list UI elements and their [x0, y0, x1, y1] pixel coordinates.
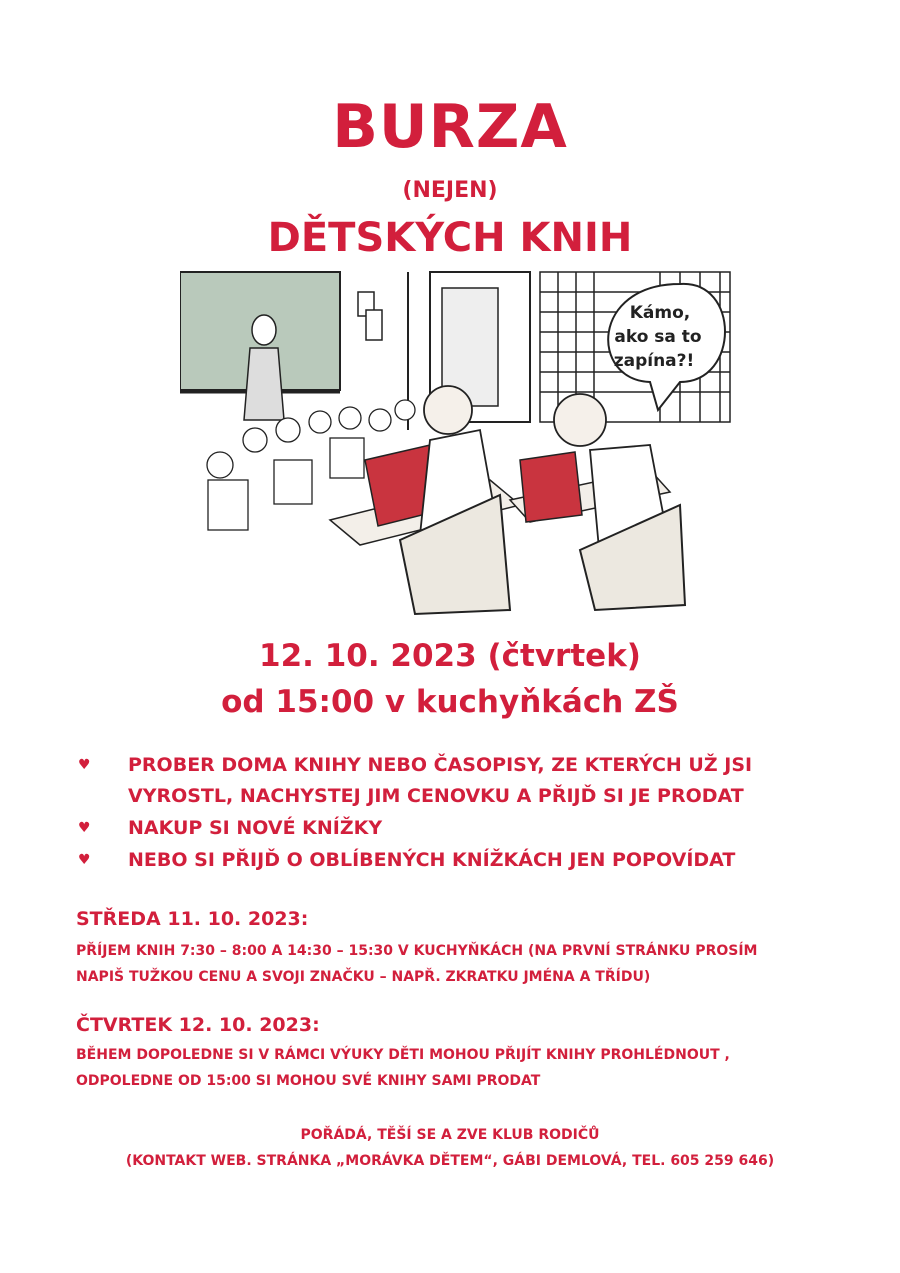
list-item [76, 845, 836, 876]
thursday-text [76, 1042, 836, 1094]
wednesday-text [76, 938, 836, 990]
thursday-heading: ČTVRTEK 12. 10. 2023: [76, 1014, 320, 1036]
heart-icon: ♥ [78, 757, 91, 773]
bullet-1-line-1: PROBER DOMA KNIHY NEBO ČASOPISY, ZE KTERÝCH UŽ JSI [128, 754, 753, 776]
wednesday-heading: STŘEDA 11. 10. 2023: [76, 908, 309, 930]
wednesday-line-1: PŘÍJEM KNIH 7:30 – 8:00 A 14:30 – 15:30 V KUCHYŇKÁCH (NA PRVNÍ STRÁNKU PROSÍM [76, 943, 758, 959]
bullet-2-line-1: NAKUP SI NOVÉ KNÍŽKY [128, 817, 383, 839]
heart-icon: ♥ [78, 820, 91, 836]
poster-title-line2: DĚTSKÝCH KNIH [267, 215, 633, 261]
event-date: 12. 10. 2023 (čtvrtek) [259, 638, 641, 674]
event-time: od 15:00 v kuchyňkách ZŠ [221, 684, 679, 720]
speech-line-2: ako sa to [614, 327, 702, 347]
poster-subtitle: (NEJEN) [402, 178, 498, 203]
footer [0, 1122, 900, 1174]
poster-title: BURZA [332, 92, 568, 162]
speech-line-1: Kámo, [629, 303, 691, 323]
list-item [76, 813, 836, 844]
list-item [76, 750, 836, 812]
wednesday-line-2: NAPIŠ TUŽKOU CENU A SVOJI ZNAČKU – NAPŘ. ZKRATKU JMÉNA A TŘÍDU) [76, 969, 651, 985]
classroom-illustration [180, 270, 732, 616]
speech-line-3: zapína?! [613, 351, 695, 371]
footer-contact: (KONTAKT WEB. STRÁNKA „MORÁVKA DĚTEM“, GÁBI DEMLOVÁ, TEL. 605 259 646) [125, 1153, 775, 1169]
thursday-line-2: ODPOLEDNE OD 15:00 SI MOHOU SVÉ KNIHY SAMI PRODAT [76, 1073, 541, 1089]
thursday-line-1: BĚHEM DOPOLEDNE SI V RÁMCI VÝUKY DĚTI MOHOU PŘIJÍT KNIHY PROHLÉDNOUT , [76, 1047, 730, 1063]
bullet-list [76, 750, 836, 877]
heart-icon: ♥ [78, 852, 91, 868]
bullet-3-line-1: NEBO SI PŘIJĎ O OBLÍBENÝCH KNÍŽKÁCH JEN POPOVÍDAT [128, 849, 736, 871]
footer-line-1: POŘÁDÁ, TĚŠÍ SE A ZVE KLUB RODIČŮ [300, 1127, 600, 1143]
bullet-1-line-2: VYROSTL, NACHYSTEJ JIM CENOVKU A PŘIJĎ SI JE PRODAT [128, 785, 744, 807]
